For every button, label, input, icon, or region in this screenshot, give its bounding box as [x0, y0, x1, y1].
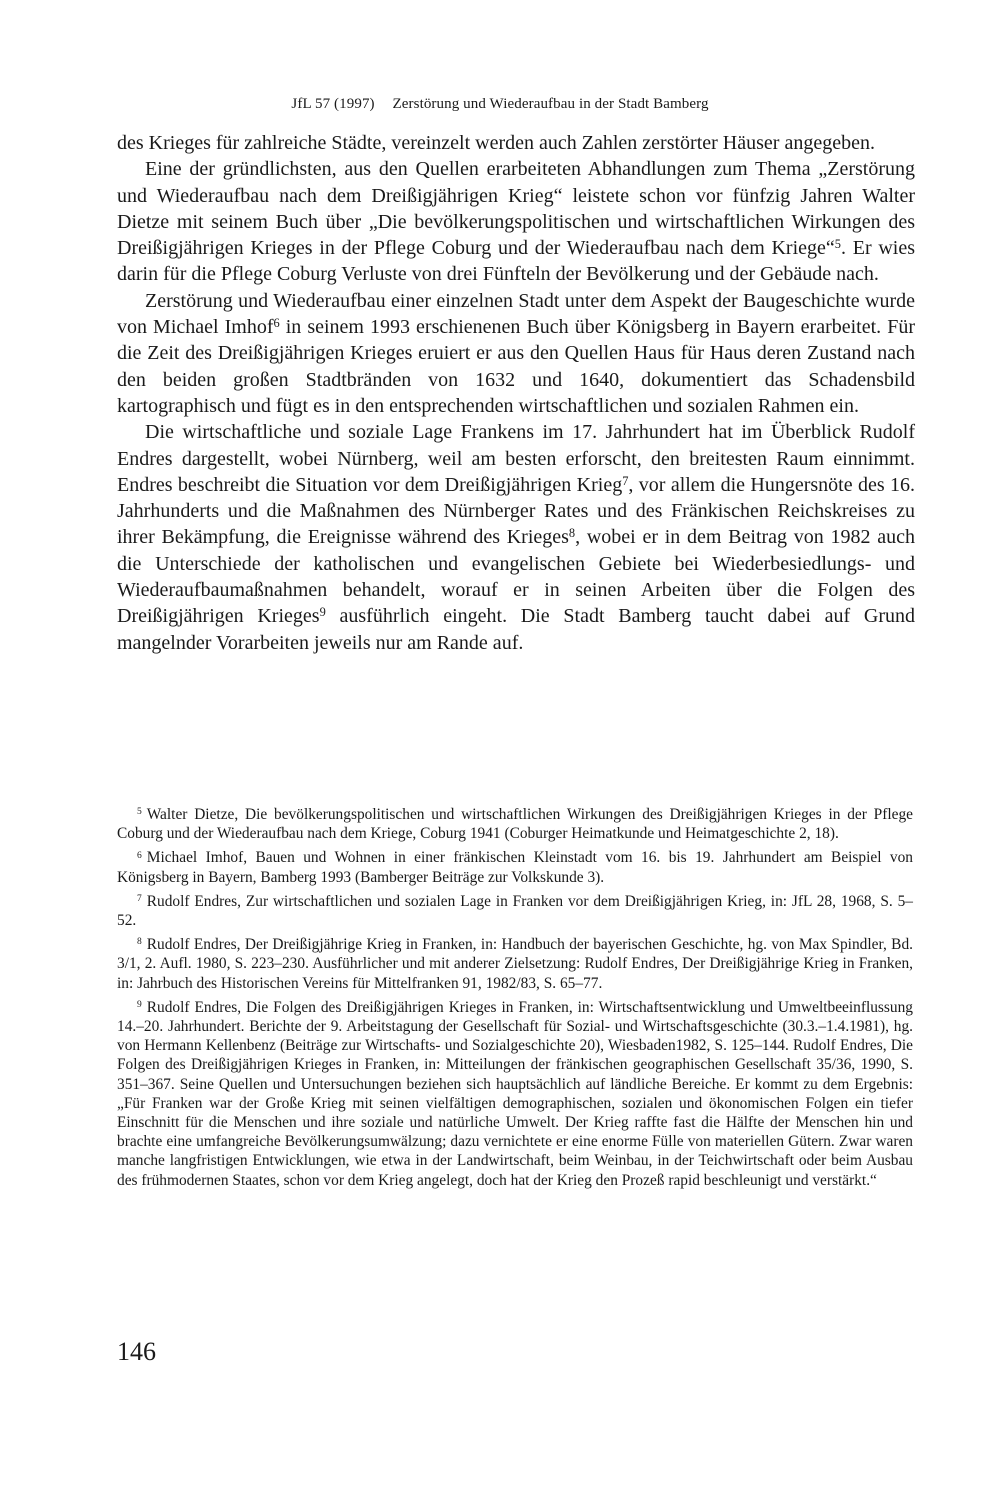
footnote-number: 9	[137, 999, 142, 1011]
paragraph-4-text-a: Die wirtschaftliche und soziale Lage Frankens im 17. Jahrhundert hat im Überblick Rudolf Endres dargestellt, wobei Nürnberg, weil am besten erforscht, den breitesten Raum einnimmt. Endres beschreibt die Situation vor dem Dreißigjährigen Krieg	[117, 421, 915, 496]
footnote-8	[117, 935, 913, 993]
footnote-6	[117, 848, 913, 886]
footnote-number: 6	[137, 849, 142, 861]
paragraph-2-text-a: Eine der gründlichsten, aus den Quellen erarbeiteten Abhandlungen zum Thema „Zerstörung und Wiederaufbau nach dem Dreißigjährigen Krieg“ leistete schon vor fünfzig Jahren Walter Dietze mit seinem Buch über „Die bevölkerungspolitischen und wirtschaftlichen Wirkungen des Dreißigjährigen Krieges in der Pflege Coburg und der Wiederaufbau nach dem Kriege“	[117, 158, 915, 260]
footnote-text: Rudolf Endres, Zur wirtschaftlichen und sozialen Lage in Franken vor dem Dreißigjährigen Krieg, in: JfL 28, 1968, S. 5–52.	[117, 892, 913, 930]
paragraph-4	[117, 419, 915, 656]
paragraph-4-text-c: , wobei er in dem Beitrag von 1982 auch die Unterschiede der katholischen und evangelischen Gebiete bei Wiederbesiedlungs- und Wiederaufbaumaßnahmen behandelt, worauf er in seinen Arbeiten über die Folgen des Dreißigjährigen Krieges	[117, 526, 915, 628]
footnote-ref-8[interactable]: 8	[568, 526, 576, 541]
paragraph-3-text-a: Zerstörung und Wiederaufbau einer einzelnen Stadt unter dem Aspekt der Baugeschichte wurde von Michael Imhof	[117, 289, 915, 339]
footnote-text: Rudolf Endres, Die Folgen des Dreißigjährigen Krieges in Franken, in: Wirtschaftsentwicklung und Umweltbeeinflussung 14.–20. Jahrhundert. Berichte der 9. Arbeitstagung der Gesellschaft für Sozial- und Wirtschaftsgeschichte (30.3.–1.4.1981), hg. von Hermann Kellenbenz (Beiträge zur Wirtschafts- und Sozialgeschichte 20), Wiesbaden1982, S. 125–144. Rudolf Endres, Die Folgen des Dreißigjährigen Krieges in Franken, in: Mitteilungen der fränkischen geographischen Gesellschaft 35/36, 1990, S. 351–367. Seine Quellen und Untersuchungen beziehen sich hauptsächlich auf ländliche Bereiche. Er kommt zu dem Ergebnis: „Für Franken war der Große Krieg mit seinen vielfältigen demographischen, sozialen und ökonomischen Folgen ein tiefer Einschnitt für die Menschen und ihre soziale und natürliche Umwelt. Der Krieg raffte fast die Hälfte der Menschen hin und brachte eine umfangreiche Bevölkerungsumwälzung; dazu vernichtete er eine enorme Fülle von materiellen Gütern. Zwar waren manche langfristigen Entwicklungen, wie etwa in der Landwirtschaft, beim Weinbau, in der Teichwirtschaft oder beim Ausbau des frühmodernen Staates, schon vor dem Krieg angelegt, doch hat der Krieg den Prozeß rapid beschleunigt und verstärkt.“	[117, 998, 913, 1189]
journal-reference: JfL 57 (1997)	[291, 96, 375, 112]
running-head	[0, 96, 1000, 113]
footnotes	[117, 805, 913, 1195]
paragraph-3	[117, 288, 915, 419]
page-number: 146	[117, 1337, 156, 1366]
footnote-number: 8	[137, 936, 142, 948]
paragraph-2	[117, 156, 915, 287]
paragraph-1-text: des Krieges für zahlreiche Städte, vereinzelt werden auch Zahlen zerstörter Häuser angegeben.	[117, 132, 875, 154]
paragraph-1	[117, 130, 915, 156]
footnote-number: 7	[137, 893, 142, 905]
paragraph-4-text-d: ausführlich eingeht. Die Stadt Bamberg taucht dabei auf Grund mangelnder Vorarbeiten jeweils nur am Rande auf.	[117, 605, 915, 654]
paragraph-4-text-b: , vor allem die Hungersnöte des 16. Jahrhunderts und die Maßnahmen des Nürnberger Rates und des Fränkischen Reichskreises zu ihrer Bekämpfung, die Ereignisse während des Krieges	[117, 473, 916, 549]
footnote-text: Rudolf Endres, Der Dreißigjährige Krieg in Franken, in: Handbuch der bayerischen Geschichte, hg. von Max Spindler, Bd. 3/1, 2. Aufl. 1980, S. 223–230. Ausführlicher und mit anderer Zielsetzung: Rudolf Endres, Der Dreißigjährige Krieg in Franken, in: Jahrbuch des Historischen Vereins für Mittelfranken 91, 1982/83, S. 65–77.	[117, 936, 913, 992]
footnote-text: Michael Imhof, Bauen und Wohnen in einer fränkischen Kleinstadt vom 16. bis 19. Jahrhundert am Beispiel von Königsberg in Bayern, Bamberg 1993 (Bamberger Beiträge zur Volkskunde 3).	[117, 849, 913, 886]
footnote-ref-6[interactable]: 6	[273, 315, 280, 330]
paragraph-2-text-b: . Er wies darin für die Pflege Coburg Verluste von drei Fünfteln der Bevölkerung und der Gebäude nach.	[117, 237, 915, 286]
footnote-9	[117, 998, 913, 1190]
footnote-5	[117, 805, 913, 843]
paragraph-3-text-b: in seinem 1993 erschienenen Buch über Königsberg in Bayern erarbeitet. Für die Zeit des Dreißigjährigen Krieges eruiert er aus den Quellen Haus für Haus deren Zustand nach den beiden großen Stadtbränden von 1632 und 1640, dokumentiert das Schadensbild kartographisch und fügt es in den entsprechenden wirtschaftlichen und sozialen Rahmen ein.	[117, 316, 915, 417]
footnote-ref-7[interactable]: 7	[622, 473, 629, 488]
footnote-number: 5	[137, 806, 142, 818]
footnote-ref-9[interactable]: 9	[319, 605, 326, 620]
footnote-text: Walter Dietze, Die bevölkerungspolitischen und wirtschaftlichen Wirkungen des Dreißigjährigen Krieges in der Pflege Coburg und der Wiederaufbau nach dem Kriege, Coburg 1941 (Coburger Heimatkunde und Heimatgeschichte 2, 18).	[117, 806, 913, 843]
footnote-ref-5[interactable]: 5	[834, 237, 841, 251]
article-title: Zerstörung und Wiederaufbau in der Stadt Bamberg	[392, 96, 709, 112]
footnote-7	[117, 892, 913, 930]
body-text	[117, 130, 915, 656]
